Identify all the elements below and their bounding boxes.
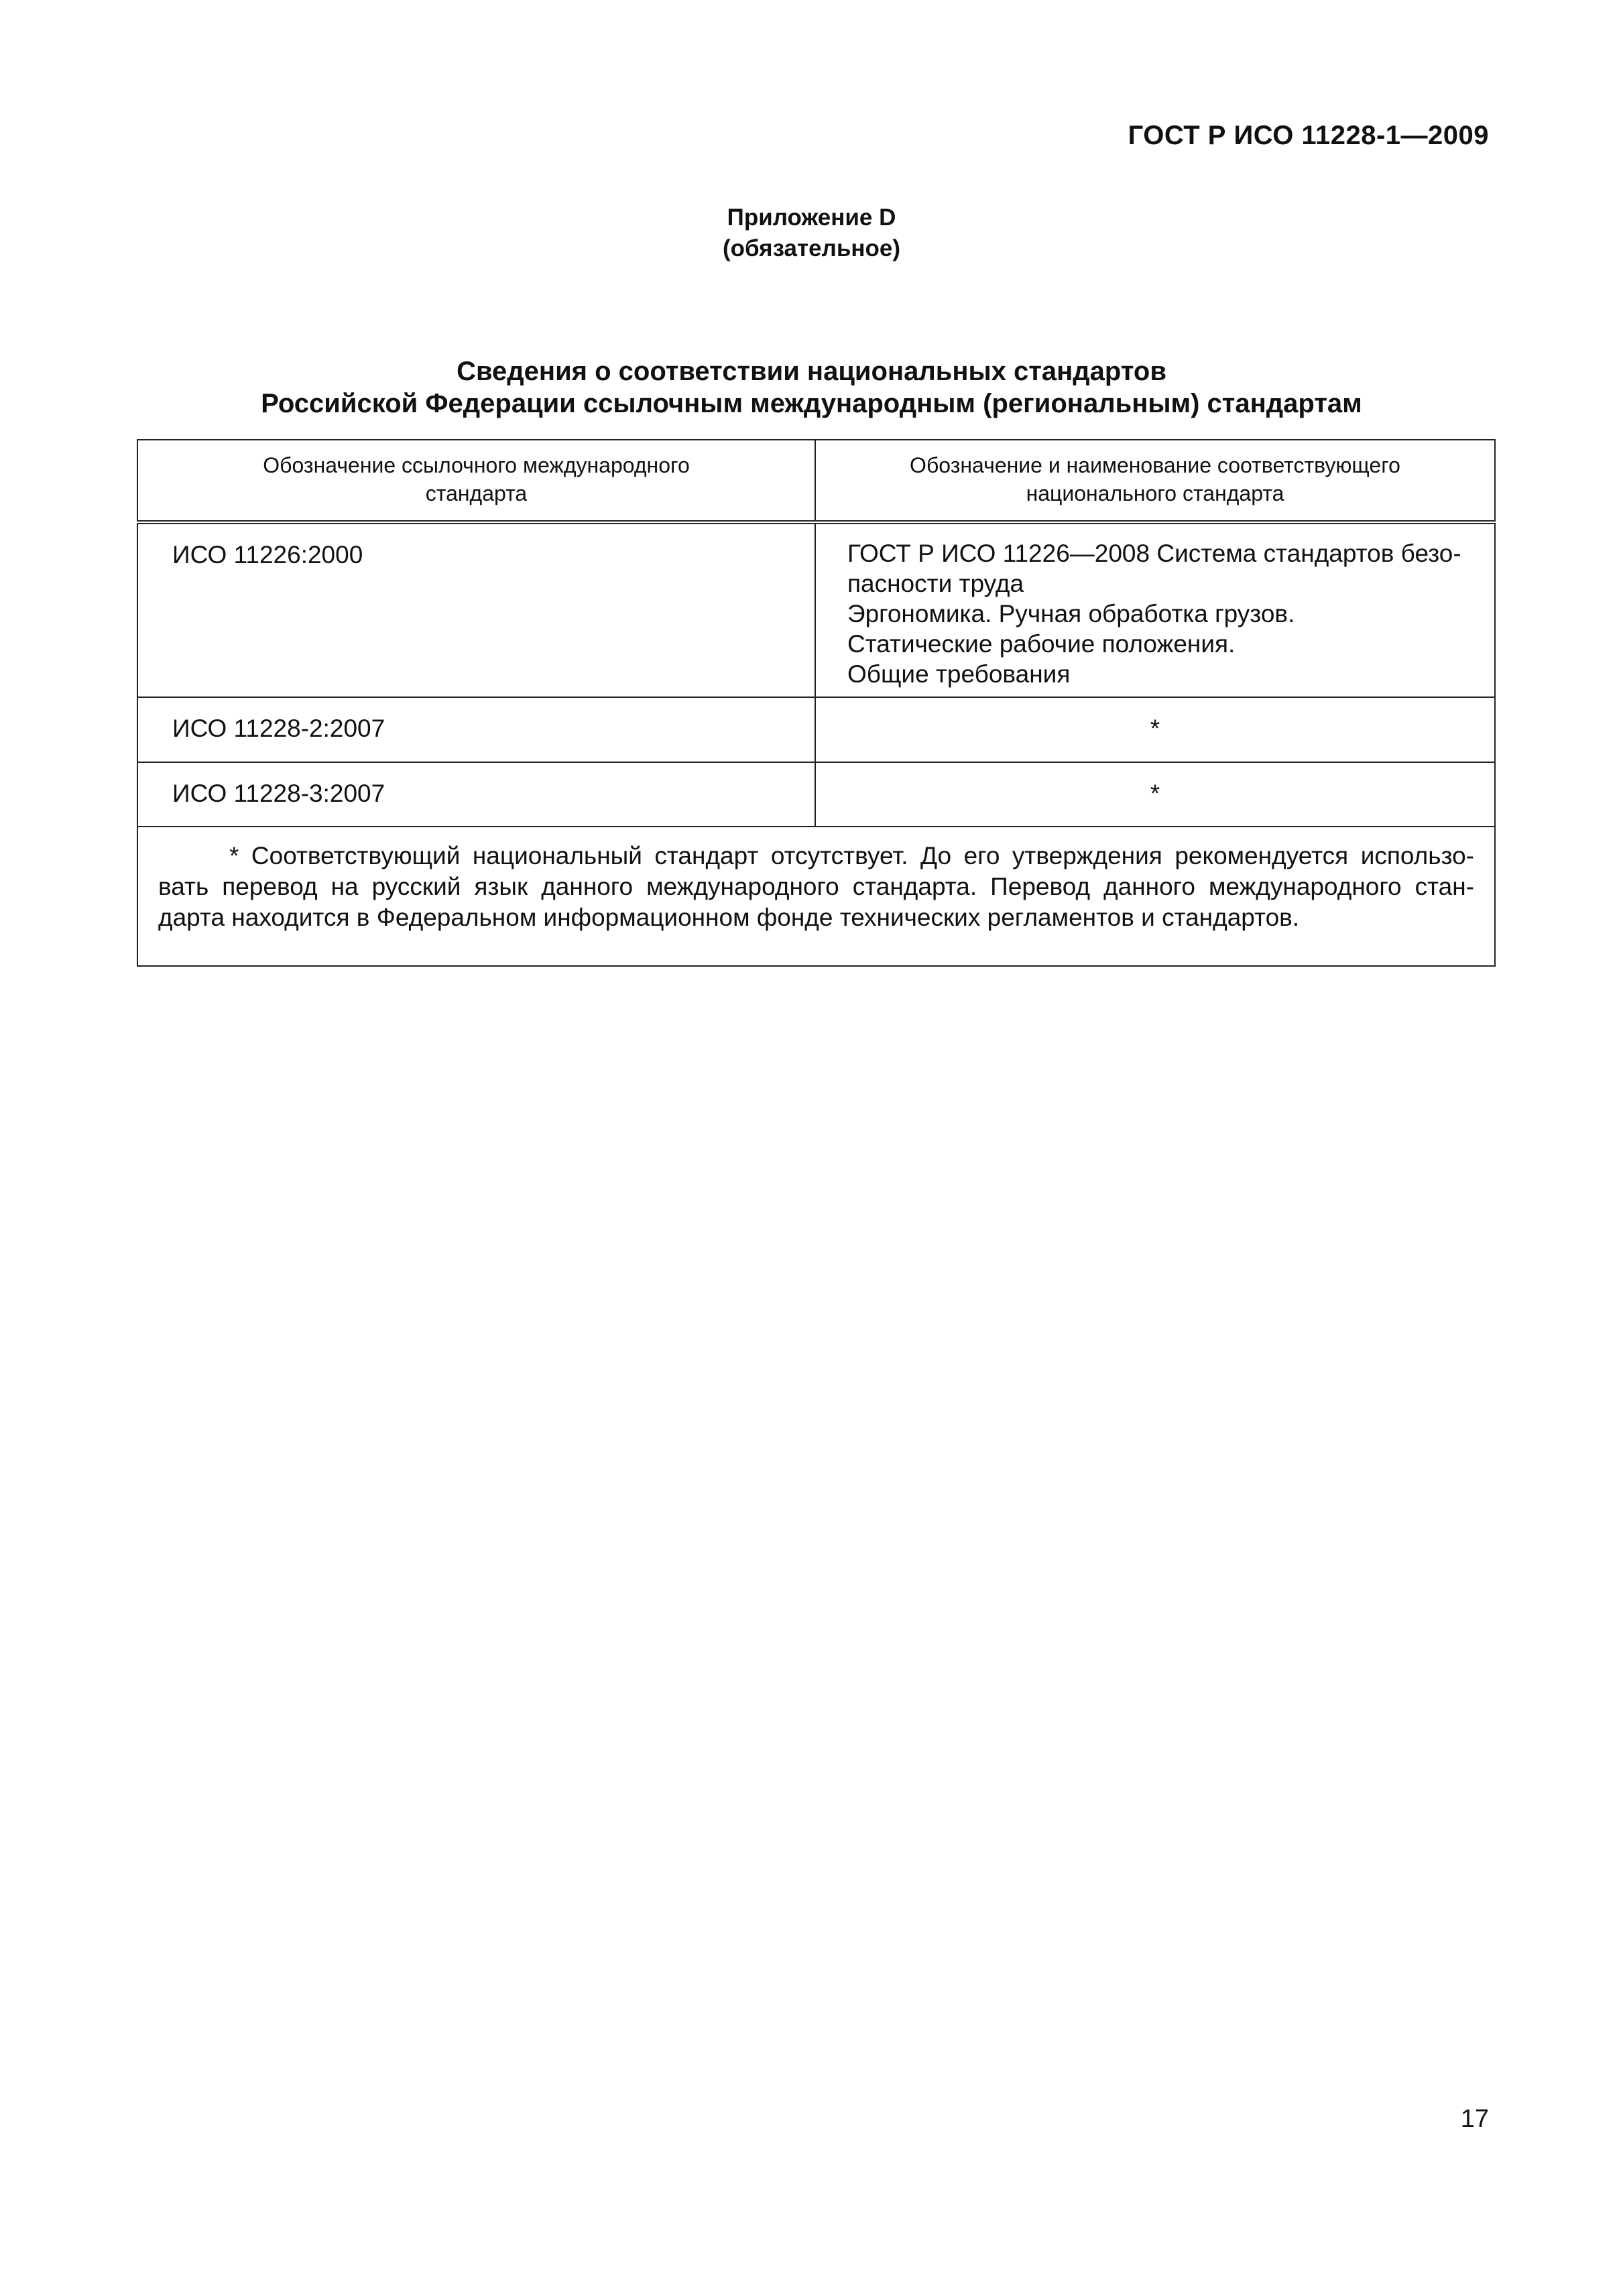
cell-national [815, 762, 1495, 827]
header-international-line-1: Обозначение ссылочного международного [263, 453, 690, 477]
cell-national [815, 522, 1495, 697]
table-title-line-1: Сведения о соответствии национальных стандартов [457, 357, 1166, 386]
international-designation: ИСО 11228-3:2007 [172, 780, 385, 807]
page-number: 17 [1460, 2105, 1489, 2133]
national-line: ГОСТ Р ИСО 11226—2008 Система стандартов безо- [847, 540, 1461, 567]
national-line: Общие требования [847, 660, 1071, 688]
international-designation: ИСО 11226:2000 [172, 541, 363, 568]
header-national-line-2: национального стандарта [1026, 481, 1284, 505]
table-row [137, 522, 1495, 697]
cell-international [137, 522, 815, 697]
national-line: Эргономика. Ручная обработка грузов. [847, 600, 1295, 627]
cell-international [137, 697, 815, 762]
table-title-line-2: Российской Федерации ссылочным международным (региональным) стандартам [261, 389, 1362, 418]
national-line: Статические рабочие положения. [847, 630, 1236, 658]
header-national-standard [815, 440, 1495, 522]
footnote-line: дарта находится в Федеральном информационном фонде технических регламентов и стандартов. [158, 904, 1300, 931]
header-national-line-1: Обозначение и наименование соответствующего [910, 453, 1400, 477]
national-line: пасности труда [847, 570, 1024, 597]
international-designation: ИСО 11228-2:2007 [172, 715, 385, 742]
footnote-marker: * [1150, 715, 1160, 742]
header-international-line-2: стандарта [425, 481, 528, 505]
table-header-row [137, 440, 1495, 522]
annex-heading [0, 202, 1623, 264]
table-row [137, 697, 1495, 762]
annex-status: (обязательное) [722, 235, 900, 261]
footnote-marker: * [1150, 780, 1160, 807]
cell-national [815, 697, 1495, 762]
footnote-line: вать перевод на русский язык данного международного стандарта. Перевод данного международного стан- [158, 873, 1474, 900]
footnote-line: * Соответствующий национальный стандарт отсутствует. До его утверждения рекомендуется использо- [229, 842, 1474, 869]
correspondence-table [137, 439, 1496, 967]
header-international-standard [137, 440, 815, 522]
table-footnote [137, 827, 1495, 966]
table-row [137, 762, 1495, 827]
annex-title: Приложение D [727, 204, 896, 231]
cell-international [137, 762, 815, 827]
table-footnote-row [137, 827, 1495, 966]
national-designation [817, 525, 1494, 689]
document-code: ГОСТ Р ИСО 11228-1—2009 [1128, 121, 1489, 150]
table-title [0, 355, 1623, 420]
